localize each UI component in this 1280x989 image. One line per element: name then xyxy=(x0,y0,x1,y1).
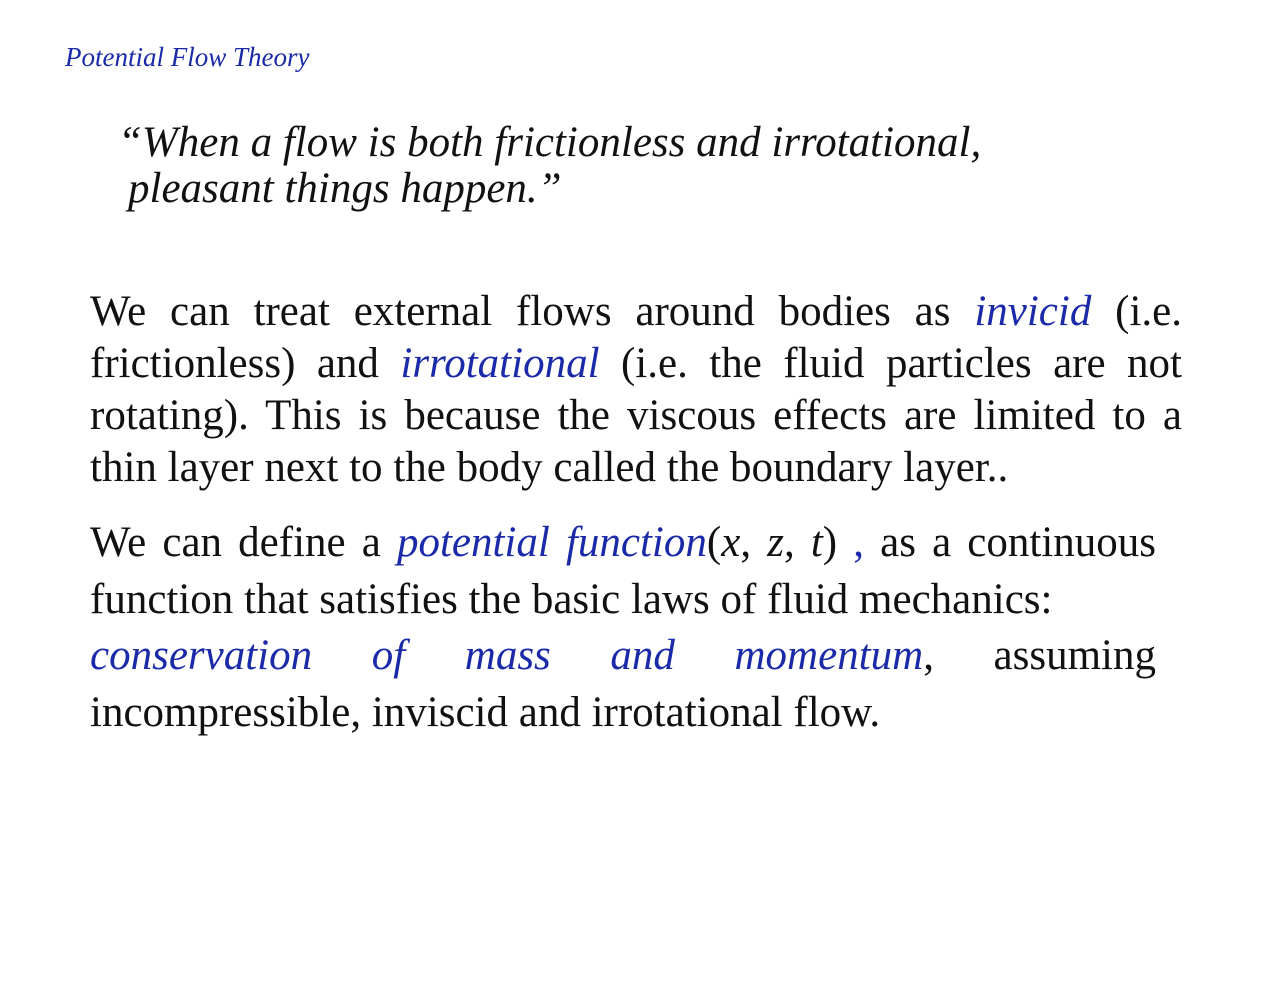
variable-z: z xyxy=(767,519,784,566)
paragraph2-text-2: as a continuous function that satisfies the basic laws of fluid mechanics: xyxy=(90,519,1156,623)
paragraph1-text-3: (i.e. the fluid particles are not rotating). This is because the viscous effects are limited to a thin layer next to the body called the boundary layer.. xyxy=(90,340,1182,491)
paragraph1-text-1: We can treat external flows around bodies as xyxy=(90,288,975,335)
term-irrotational: irrotational xyxy=(400,340,600,387)
term-conservation-of-mass-and-momentum: conservation of mass and momentum xyxy=(90,632,924,679)
variable-t: t xyxy=(810,519,823,566)
paragraph-inviscid-irrotational xyxy=(90,286,1182,494)
paragraph2-text-4: incompressible, inviscid and irrotational flow. xyxy=(90,688,881,736)
quote-line-1: “When a flow is both frictionless and irrotational, xyxy=(118,119,982,166)
paren-open: ( xyxy=(706,519,722,566)
comma-1: , xyxy=(740,519,768,566)
term-invicid: invicid xyxy=(974,288,1092,335)
conservation-line xyxy=(90,628,1156,685)
page-header-title: Potential Flow Theory xyxy=(65,42,310,72)
paragraph2-text-1: We can define a xyxy=(90,519,397,566)
quote-line-2: pleasant things happen.” xyxy=(128,165,562,212)
paragraph-potential-function xyxy=(90,515,1156,741)
paragraph1-text-2: (i.e. frictionless) and xyxy=(90,288,1182,387)
variable-x: x xyxy=(721,519,741,566)
paragraph2-text-3: , assuming xyxy=(923,632,1157,679)
comma-2: , xyxy=(783,519,811,566)
term-potential-function: potential function xyxy=(396,519,707,566)
paren-close: ) xyxy=(822,519,854,566)
blue-comma: , xyxy=(853,519,864,566)
epigraph-quote xyxy=(118,120,1118,212)
